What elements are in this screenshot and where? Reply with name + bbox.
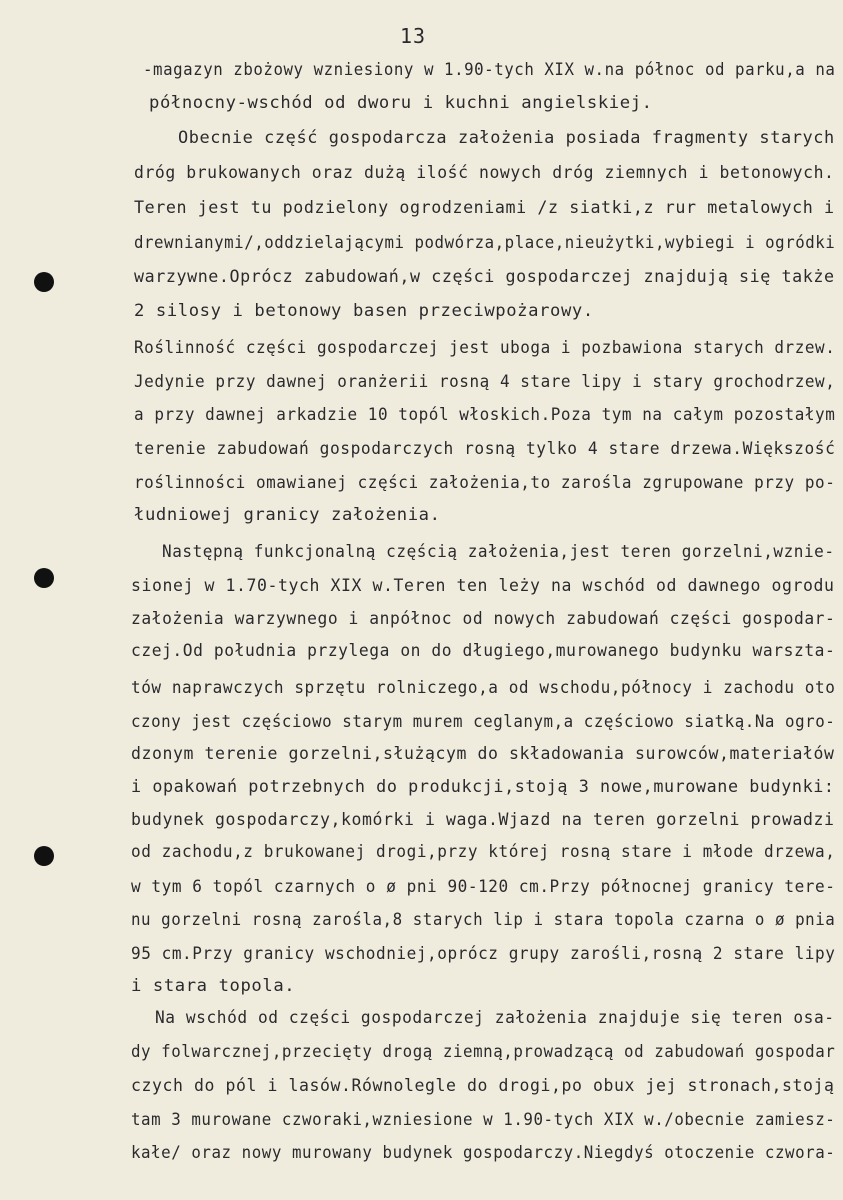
text-line: tów naprawczych sprzętu rolniczego,a od wschodu,północy i zachodu oto [131,678,836,698]
text-line: Następną funkcjonalną częścią założenia,jest teren gorzelni,wznie- [162,542,835,562]
text-line: warzywne.Oprócz zabudowań,w części gospodarczej znajdują się także [134,267,835,287]
text-line: terenie zabudowań gospodarczych rosną tylko 4 stare drzewa.Większość [134,439,836,459]
text-line: założenia warzywnego i anpółnoc od nowych zabudowań części gospodar- [131,609,836,629]
text-line: od zachodu,z brukowanej drogi,przy której rosną stare i młode drzewa, [131,842,836,862]
text-line: sionej w 1.70-tych XIX w.Teren ten leży na wschód od dawnego ogrodu [131,576,835,596]
text-line: tam 3 murowane czworaki,wzniesione w 1.90-tych XIX w./obecnie zamiesz- [131,1110,836,1130]
text-line: Obecnie część gospodarcza założenia posiada fragmenty starych [178,128,835,148]
text-line: dy folwarcznej,przecięty drogą ziemną,prowadzącą od zabudowań gospodar [131,1042,836,1062]
text-line: kałe/ oraz nowy murowany budynek gospodarczy.Niegdyś otoczenie czwora- [131,1143,836,1163]
text-line: w tym 6 topól czarnych o ø pni 90-120 cm.Przy północnej granicy tere- [131,877,836,897]
text-line: i stara topola. [131,976,296,996]
text-line: Na wschód od części gospodarczej założenia znajduje się teren osa- [155,1008,835,1028]
text-line: roślinności omawianej części założenia,to zarośla zgrupowane przy po- [134,473,836,493]
text-line: nu gorzelni rosną zarośla,8 starych lip i stara topola czarna o ø pnia [131,910,836,930]
text-line: 95 cm.Przy granicy wschodniej,oprócz grupy zarośli,rosną 2 stare lipy [131,944,836,964]
text-line: -magazyn zbożowy wzniesiony w 1.90-tych XIX w.na północ od parku,a na [143,60,836,80]
text-line: czej.Od południa przylega on do długiego,murowanego budynku warszta- [131,641,836,661]
text-line: drewnianymi/,oddzielającymi podwórza,place,nieużytki,wybiegi i ogródki [134,233,836,253]
text-line: a przy dawnej arkadzie 10 topól włoskich.Poza tym na całym pozostałym [134,405,836,425]
text-line: i opakowań potrzebnych do produkcji,stoją 3 nowe,murowane budynki: [131,777,835,797]
text-line: budynek gospodarczy,komórki i waga.Wjazd na teren gorzelni prowadzi [131,810,835,830]
text-line: północny-wschód od dworu i kuchni angielskiej. [149,93,653,113]
page-number: 13 [400,24,427,48]
text-line: dzonym terenie gorzelni,służącym do składowania surowców,materiałów [131,744,835,764]
text-line: Teren jest tu podzielony ogrodzeniami /z siatki,z rur metalowych i [134,198,835,218]
text-line: 2 silosy i betonowy basen przeciwpożarowy. [134,301,594,321]
text-line: Jedynie przy dawnej oranżerii rosną 4 stare lipy i stary grochodrzew, [134,372,836,392]
text-line: czony jest częściowo starym murem ceglanym,a częściowo siatką.Na ogro- [131,712,836,732]
text-line: dróg brukowanych oraz dużą ilość nowych dróg ziemnych i betonowych. [134,163,835,183]
text-line: czych do pól i lasów.Równolegle do drogi,po obux jej stronach,stoją [131,1076,835,1096]
text-line: łudniowej granicy założenia. [134,505,441,525]
text-line: Roślinność części gospodarczej jest uboga i pozbawiona starych drzew. [134,338,836,358]
